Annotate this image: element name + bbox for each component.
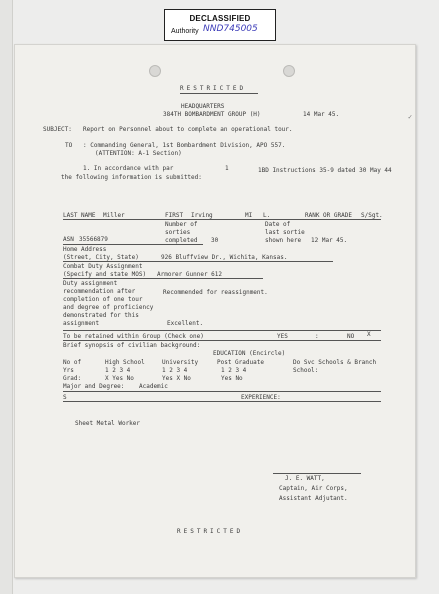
grad-label: Grad: (63, 375, 82, 382)
para1-par-no: 1 (225, 165, 229, 172)
sorties-label: completed (165, 237, 198, 244)
experience-value: Sheet Metal Worker (75, 420, 141, 427)
service-schools-label: Do Svc Schools & Branch (293, 359, 377, 366)
to-attention: (ATTENTION: A-1 Section) (95, 150, 182, 157)
first-name-value: Irving (191, 212, 213, 219)
rule (63, 244, 203, 245)
signature-rank: Captain, Air Corps, (279, 485, 348, 492)
signature-name: J. E. WATT, (285, 475, 325, 482)
post-graduate-grad: Yes No (221, 375, 243, 382)
punch-hole-icon (149, 65, 161, 77)
rule (63, 330, 381, 331)
to-text: : Commanding General, 1st Bombardment Division, APO 557. (83, 142, 286, 149)
university-label: University (162, 359, 199, 366)
duty-recommendation-value: Recommended for reassignment. (163, 289, 268, 296)
to-label: TO (65, 142, 73, 149)
punch-hole-icon (283, 65, 295, 77)
last-sortie-value: 12 Mar 45. (311, 237, 348, 244)
university-years: 1 2 3 4 (162, 367, 188, 374)
duty-assignment-label: assignment (63, 320, 100, 327)
signature-line (273, 473, 361, 474)
years-label: Yrs (63, 367, 74, 374)
proficiency-value: Excellent. (167, 320, 204, 327)
org-group: 384TH BOMBARDMENT GROUP (H) (163, 111, 261, 118)
high-school-grad: X Yes No (105, 375, 134, 382)
para1-line1b: 1BD Instructions 35-9 dated 30 May 44 (258, 167, 392, 174)
civilian-background-label: Brief synopsis of civilian background: (63, 342, 201, 349)
service-schools-label: School: (293, 367, 319, 374)
combat-duty-label: (Specify and state MOS) (63, 271, 147, 278)
last-name-label: LAST NAME (63, 212, 96, 219)
para1-line2: the following information is submitted: (61, 174, 202, 181)
classification-bottom: RESTRICTED (177, 528, 244, 535)
experience-col-mark: S (63, 394, 67, 401)
home-address-label: Home Address (63, 246, 107, 253)
asn-label: ASN (63, 236, 74, 243)
rule (63, 391, 381, 392)
stamp-authority-code: NND745005 (203, 24, 258, 34)
duty-assignment-label: demonstrated for this (63, 312, 139, 319)
high-school-label: High School (105, 359, 145, 366)
duty-assignment-label: Duty assignment (63, 280, 118, 287)
mi-label: MI (245, 212, 253, 219)
duty-assignment-label: completion of one tour (63, 296, 143, 303)
separator: : (315, 333, 319, 340)
duty-assignment-label: and degree of proficiency (63, 304, 154, 311)
post-graduate-years: 1 2 3 4 (221, 367, 247, 374)
sorties-label: sorties (165, 229, 191, 236)
retain-no-label: NO (347, 333, 355, 340)
retain-yes-label: YES (277, 333, 288, 340)
last-sortie-label: Date of (265, 221, 291, 228)
high-school-years: 1 2 3 4 (105, 367, 131, 374)
retain-label: To be retained within Group (Check one) (63, 333, 204, 340)
check-mark-icon: ✓ (408, 113, 413, 121)
rank-label: RANK OR GRADE (305, 212, 352, 219)
rule (63, 340, 381, 341)
para1-line1a: 1. In accordance with par (83, 165, 174, 172)
sorties-value: 30 (211, 237, 219, 244)
subject-label: SUBJECT: (43, 126, 72, 133)
combat-duty-label: Combat Duty Assignment (63, 263, 143, 270)
rule (63, 261, 333, 262)
rule (63, 219, 381, 220)
declassified-stamp (164, 9, 276, 41)
experience-label: EXPERIENCE: (241, 394, 281, 401)
retain-no-mark: X (367, 331, 371, 338)
rule (63, 401, 381, 402)
years-label: No of (63, 359, 82, 366)
page-edge (0, 0, 13, 594)
last-sortie-label: last sortie (265, 229, 305, 236)
mi-value: L. (263, 212, 271, 219)
post-graduate-label: Post Graduate (217, 359, 264, 366)
header-date: 14 Mar 45. (303, 111, 340, 118)
major-degree-label: Major and Degree: (63, 383, 125, 390)
education-label: EDUCATION (Encircle) (213, 350, 286, 357)
subject-text: Report on Personnel about to complete an operational tour. (83, 126, 293, 133)
home-address-value: 926 Bluffview Dr., Wichita, Kansas. (161, 254, 288, 261)
rank-value: S/Sgt. (361, 212, 383, 219)
stamp-authority-label: Authority (171, 28, 199, 35)
major-degree-value: Academic (139, 383, 168, 390)
asn-value: 35566879 (79, 236, 108, 243)
home-address-label: (Street, City, State) (63, 254, 139, 261)
first-name-label: FIRST (165, 212, 184, 219)
last-name-value: Miller (103, 212, 125, 219)
sorties-label: Number of (165, 221, 198, 228)
document-sheet (14, 44, 416, 578)
duty-assignment-label: recommendation after (63, 288, 136, 295)
org-headquarters: HEADQUARTERS (181, 103, 225, 110)
classification-top: RESTRICTED (180, 85, 247, 92)
underline (180, 93, 258, 94)
stamp-title: DECLASSIFIED (189, 14, 251, 23)
combat-duty-value: Armorer Gunner 612 (157, 271, 223, 278)
rule (63, 278, 263, 279)
signature-title: Assistant Adjutant. (279, 495, 348, 502)
last-sortie-label: shown here (265, 237, 302, 244)
university-grad: Yes X No (162, 375, 191, 382)
